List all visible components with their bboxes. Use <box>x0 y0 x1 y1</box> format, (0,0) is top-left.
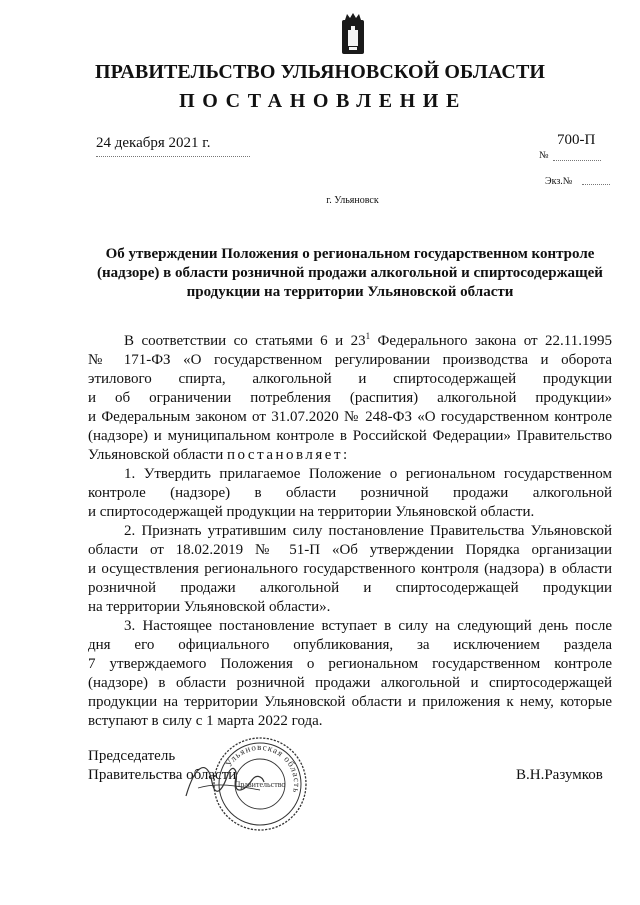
signer-position-line-2: Правительства области <box>88 767 237 783</box>
signer-position-line-1: Председатель <box>88 748 176 764</box>
preamble-line: и об ограничении потребления (распития) алкогольной продукции» <box>88 390 612 406</box>
seal-outer-text: Ульяновская область <box>223 741 303 795</box>
document-number: 700-П <box>557 132 596 148</box>
item-3-line: вступают в силу с 1 марта 2022 года. <box>88 713 323 729</box>
item-2-line: и осуществления регионального государственного контроля (надзора) в области <box>88 561 612 577</box>
item-3-line: дня его официального опубликования, за исключением раздела <box>88 637 612 653</box>
date-underline <box>96 156 250 157</box>
document-type: ПОСТАНОВЛЕНИЕ <box>179 90 467 112</box>
item-3-line: 3. Настоящее постановление вступает в силу на следующий день после <box>124 618 612 634</box>
handwritten-signature-icon <box>178 752 268 812</box>
item-2-line: области от 18.02.2019 № 51-П «Об утверждении Порядка организации <box>88 542 612 558</box>
preamble-line: (надзоре) и муниципальном контроле в Российской Федерации» Правительство <box>88 428 612 444</box>
seal-inner-text: Правительство <box>234 780 286 789</box>
item-2-line: розничной продажи алкогольной и спиртосодержащей продукции <box>88 580 612 596</box>
preamble-line: № 171-ФЗ «О государственном регулировании производства и оборота <box>88 352 612 368</box>
document-date: 24 декабря 2021 г. <box>96 135 211 151</box>
preamble-line: В соответствии со статьями 6 и $23^1$ Федерального закона от 22.11.1995 <box>124 332 612 349</box>
coat-of-arms-icon <box>339 12 367 56</box>
item-2-line: 2. Признать утратившим силу постановление Правительства Ульяновской <box>124 523 612 539</box>
item-3-line: продукции на территории Ульяновской области и приложения к нему, которые <box>88 694 612 710</box>
item-2-line: на территории Ульяновской области». <box>88 599 331 615</box>
preamble-line: и Федеральным законом от 31.07.2020 № 248-ФЗ «О государственном контроле <box>88 409 612 425</box>
document-title <box>88 245 612 302</box>
title-line: продукции на территории Ульяновской области <box>186 284 514 300</box>
item-1-line: 1. Утвердить прилагаемое Положение о региональном государственном <box>124 466 612 482</box>
organization-title: ПРАВИТЕЛЬСТВО УЛЬЯНОВСКОЙ ОБЛАСТИ <box>94 61 546 83</box>
city-label: г. Ульяновск <box>326 195 379 206</box>
copy-number-underline <box>582 184 610 185</box>
preamble-line: этилового спирта, алкогольной и спиртосодержащей продукции <box>88 371 612 387</box>
item-1-line: контроле (надзоре) в области розничной продажи алкогольной <box>88 485 612 501</box>
decree-word: постановляет: <box>227 447 350 463</box>
item-3-line: 7 утверждаемого Положения о региональном государственном контроле <box>88 656 612 672</box>
signer-name: В.Н.Разумков <box>516 767 603 783</box>
number-underline <box>553 160 601 161</box>
item-3-line: (надзоре) в области розничной продажи алкогольной и спиртосодержащей <box>88 675 612 691</box>
superscript: 1 <box>365 332 371 341</box>
document-body <box>88 332 612 731</box>
copy-number-label: Экз.№ <box>545 176 573 187</box>
title-line: (надзоре) в области розничной продажи алкогольной и спиртосодержащей <box>97 265 603 281</box>
title-line: Об утверждении Положения о региональном государственном контроле <box>105 246 595 262</box>
item-1-line: и спиртосодержащей продукции на территории Ульяновской области. <box>88 504 535 520</box>
preamble-line: Ульяновской области постановляет: <box>88 447 350 463</box>
number-prefix: № <box>539 150 549 161</box>
